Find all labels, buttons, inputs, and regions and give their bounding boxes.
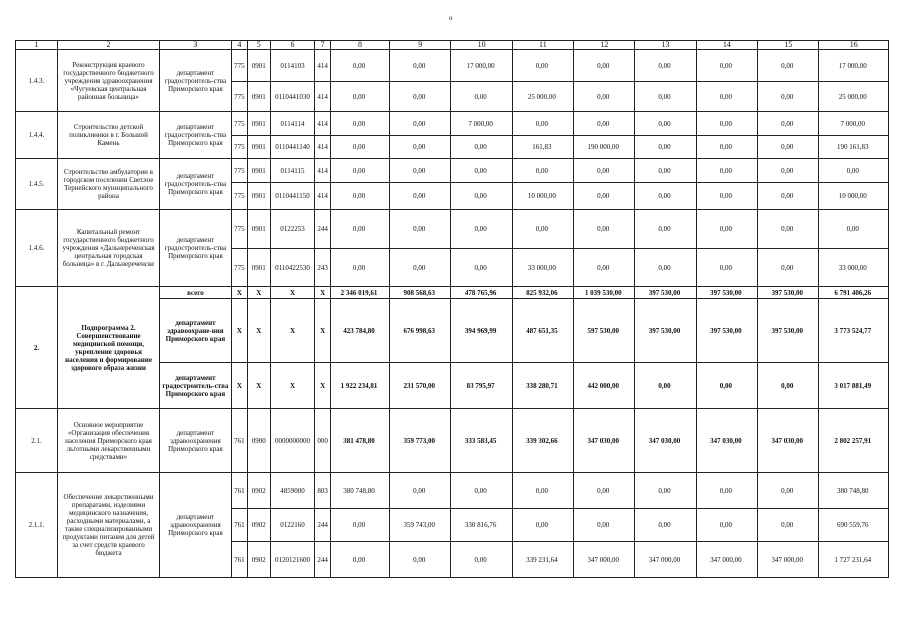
value-cell: 0,00 bbox=[451, 542, 512, 578]
table-cell: 0901 bbox=[248, 112, 270, 136]
table-cell: 244 bbox=[315, 210, 330, 249]
value-cell: 0,00 bbox=[330, 82, 389, 112]
table-row bbox=[16, 287, 889, 299]
value-cell: 478 765,96 bbox=[451, 287, 512, 299]
value-cell: 0,00 bbox=[758, 249, 819, 287]
value-cell: 0,00 bbox=[696, 50, 757, 82]
value-cell: 397 530,00 bbox=[758, 287, 819, 299]
table-cell: 243 bbox=[315, 249, 330, 287]
value-cell: 0,00 bbox=[635, 50, 696, 82]
column-number: 15 bbox=[758, 41, 819, 50]
measure-name: Обеспечение лекарственными препаратами, изделиями медицинского назначения, расходными материалами, а также специализированными продуктами питания для детей за счет средств краевого бюджета bbox=[57, 473, 159, 578]
value-cell: 339 231,64 bbox=[512, 542, 573, 578]
row-number: 1.4.5. bbox=[16, 159, 58, 210]
table-cell: 803 bbox=[315, 473, 330, 509]
value-cell: 0,00 bbox=[512, 210, 573, 249]
value-cell: 690 559,76 bbox=[819, 509, 889, 542]
value-cell: 1 727 231,64 bbox=[819, 542, 889, 578]
value-cell: 0,00 bbox=[451, 473, 512, 509]
value-cell: 0,00 bbox=[574, 159, 635, 183]
table-cell: 0122160 bbox=[270, 509, 315, 542]
value-cell: 676 998,63 bbox=[390, 299, 451, 363]
column-number: 13 bbox=[635, 41, 696, 50]
row-number: 2.1.1. bbox=[16, 473, 58, 578]
value-cell: 0,00 bbox=[512, 159, 573, 183]
value-cell: 0,00 bbox=[635, 249, 696, 287]
value-cell: 330 816,76 bbox=[451, 509, 512, 542]
value-cell: 0,00 bbox=[330, 183, 389, 210]
value-cell: 10 000,00 bbox=[512, 183, 573, 210]
value-cell: 347 030,00 bbox=[635, 409, 696, 473]
value-cell: 347 000,00 bbox=[696, 542, 757, 578]
value-cell: 0,00 bbox=[696, 183, 757, 210]
table-cell: 414 bbox=[315, 183, 330, 210]
table-cell: 414 bbox=[315, 50, 330, 82]
value-cell: 0,00 bbox=[330, 112, 389, 136]
value-cell: 423 784,80 bbox=[330, 299, 389, 363]
table-row bbox=[16, 409, 889, 473]
table-cell: 414 bbox=[315, 159, 330, 183]
value-cell: 0,00 bbox=[696, 159, 757, 183]
value-cell: 0,00 bbox=[696, 473, 757, 509]
measure-name: Строительство детской поликлиники в г. Большой Камень bbox=[57, 112, 159, 159]
value-cell: 0,00 bbox=[758, 473, 819, 509]
value-cell: 0,00 bbox=[390, 50, 451, 82]
table-cell: X bbox=[315, 363, 330, 409]
value-cell: 10 000,00 bbox=[819, 183, 889, 210]
table-cell: 0902 bbox=[248, 542, 270, 578]
column-number: 3 bbox=[160, 41, 232, 50]
value-cell: 397 530,00 bbox=[696, 287, 757, 299]
value-cell: 0,00 bbox=[635, 363, 696, 409]
value-cell: 0,00 bbox=[635, 136, 696, 159]
table-row bbox=[16, 210, 889, 249]
value-cell: 397 530,00 bbox=[635, 287, 696, 299]
table-cell: 0901 bbox=[248, 136, 270, 159]
value-cell: 0,00 bbox=[696, 509, 757, 542]
table-cell: 0901 bbox=[248, 82, 270, 112]
column-number: 7 bbox=[315, 41, 330, 50]
table-cell: 0901 bbox=[248, 50, 270, 82]
table-row bbox=[16, 50, 889, 82]
table-cell: X bbox=[248, 363, 270, 409]
value-cell: 0,00 bbox=[451, 136, 512, 159]
value-cell: 0,00 bbox=[635, 183, 696, 210]
value-cell: 0,00 bbox=[758, 159, 819, 183]
value-cell: 3 017 881,49 bbox=[819, 363, 889, 409]
row-number: 1.4.6. bbox=[16, 210, 58, 287]
table-cell: X bbox=[315, 287, 330, 299]
value-cell: 0,00 bbox=[451, 82, 512, 112]
value-cell: 0,00 bbox=[635, 509, 696, 542]
table-cell: 761 bbox=[231, 409, 247, 473]
table-cell: 414 bbox=[315, 82, 330, 112]
table-cell: 0110441140 bbox=[270, 136, 315, 159]
value-cell: 0,00 bbox=[330, 210, 389, 249]
column-number: 14 bbox=[696, 41, 757, 50]
value-cell: 397 530,00 bbox=[758, 299, 819, 363]
value-cell: 0,00 bbox=[390, 210, 451, 249]
table-cell: 414 bbox=[315, 112, 330, 136]
value-cell: 190 161,83 bbox=[819, 136, 889, 159]
value-cell: 394 969,99 bbox=[451, 299, 512, 363]
value-cell: 0,00 bbox=[390, 473, 451, 509]
table-cell: 0114103 bbox=[270, 50, 315, 82]
budget-table bbox=[15, 40, 889, 578]
value-cell: 0,00 bbox=[451, 159, 512, 183]
value-cell: 7 000,00 bbox=[451, 112, 512, 136]
table-row bbox=[16, 41, 889, 50]
value-cell: 0,00 bbox=[758, 82, 819, 112]
table-cell: 775 bbox=[231, 50, 247, 82]
value-cell: 231 570,00 bbox=[390, 363, 451, 409]
value-cell: 0,00 bbox=[330, 542, 389, 578]
table-cell: 0122253 bbox=[270, 210, 315, 249]
value-cell: 0,00 bbox=[635, 82, 696, 112]
table-cell: X bbox=[270, 299, 315, 363]
value-cell: 487 651,35 bbox=[512, 299, 573, 363]
table-cell: 0901 bbox=[248, 183, 270, 210]
value-cell: 347 000,00 bbox=[635, 542, 696, 578]
value-cell: 0,00 bbox=[574, 509, 635, 542]
value-cell: 347 030,00 bbox=[758, 409, 819, 473]
value-cell: 0,00 bbox=[330, 136, 389, 159]
value-cell: 359 773,00 bbox=[390, 409, 451, 473]
value-cell: 0,00 bbox=[451, 249, 512, 287]
value-cell: 0,00 bbox=[451, 183, 512, 210]
measure-name: Реконструкция краевого государственного бюджетного учреждения здравоохранения «Чугуевская центральная районная больница» bbox=[57, 50, 159, 112]
value-cell: 0,00 bbox=[574, 183, 635, 210]
value-cell: 0,00 bbox=[390, 112, 451, 136]
table-cell: 0902 bbox=[248, 473, 270, 509]
value-cell: 0,00 bbox=[390, 136, 451, 159]
table-cell: 0900 bbox=[248, 409, 270, 473]
table-cell: 775 bbox=[231, 183, 247, 210]
row-number: 1.4.3. bbox=[16, 50, 58, 112]
value-cell: 0,00 bbox=[574, 210, 635, 249]
value-cell: 0,00 bbox=[574, 249, 635, 287]
table-cell: X bbox=[315, 299, 330, 363]
column-number: 4 bbox=[231, 41, 247, 50]
table-cell: 0901 bbox=[248, 159, 270, 183]
value-cell: 2 346 019,61 bbox=[330, 287, 389, 299]
value-cell: 0,00 bbox=[635, 210, 696, 249]
value-cell: 397 530,00 bbox=[635, 299, 696, 363]
table-cell: 761 bbox=[231, 473, 247, 509]
column-number: 10 bbox=[451, 41, 512, 50]
responsible-dept: департамент градостроитель-ства Приморского края bbox=[160, 112, 232, 159]
table-row bbox=[16, 112, 889, 136]
value-cell: 333 583,45 bbox=[451, 409, 512, 473]
table-cell: 0110441150 bbox=[270, 183, 315, 210]
value-cell: 908 568,63 bbox=[390, 287, 451, 299]
table-cell: 761 bbox=[231, 509, 247, 542]
table-cell: 0114114 bbox=[270, 112, 315, 136]
value-cell: 0,00 bbox=[390, 542, 451, 578]
value-cell: 0,00 bbox=[696, 210, 757, 249]
value-cell: 0,00 bbox=[390, 183, 451, 210]
value-cell: 0,00 bbox=[451, 210, 512, 249]
value-cell: 0,00 bbox=[512, 473, 573, 509]
value-cell: 0,00 bbox=[635, 159, 696, 183]
value-cell: 0,00 bbox=[696, 363, 757, 409]
table-cell: 244 bbox=[315, 509, 330, 542]
table-cell: 4859000 bbox=[270, 473, 315, 509]
column-number: 8 bbox=[330, 41, 389, 50]
value-cell: 0,00 bbox=[635, 473, 696, 509]
table-cell: 775 bbox=[231, 136, 247, 159]
value-cell: 0,00 bbox=[330, 249, 389, 287]
value-cell: 7 000,00 bbox=[819, 112, 889, 136]
value-cell: 381 478,80 bbox=[330, 409, 389, 473]
value-cell: 597 530,00 bbox=[574, 299, 635, 363]
row-number: 2.1. bbox=[16, 409, 58, 473]
value-cell: 347 000,00 bbox=[758, 542, 819, 578]
value-cell: 33 000,00 bbox=[512, 249, 573, 287]
value-cell: 0,00 bbox=[758, 210, 819, 249]
column-number: 11 bbox=[512, 41, 573, 50]
column-number: 12 bbox=[574, 41, 635, 50]
value-cell: 339 302,66 bbox=[512, 409, 573, 473]
value-cell: 380 748,80 bbox=[819, 473, 889, 509]
table-cell: 244 bbox=[315, 542, 330, 578]
value-cell: 0,00 bbox=[512, 50, 573, 82]
responsible-dept: департамент здравоохранения Приморского края bbox=[160, 409, 232, 473]
column-number: 9 bbox=[390, 41, 451, 50]
value-cell: 25 000,00 bbox=[819, 82, 889, 112]
value-cell: 0,00 bbox=[574, 82, 635, 112]
value-cell: 442 000,00 bbox=[574, 363, 635, 409]
table-cell: 0120121600 bbox=[270, 542, 315, 578]
table-cell: X bbox=[270, 287, 315, 299]
column-number: 1 bbox=[16, 41, 58, 50]
value-cell: 0,00 bbox=[574, 50, 635, 82]
value-cell: 347 000,00 bbox=[574, 542, 635, 578]
column-number: 16 bbox=[819, 41, 889, 50]
column-number: 6 bbox=[270, 41, 315, 50]
value-cell: 0,00 bbox=[758, 50, 819, 82]
value-cell: 0,00 bbox=[758, 363, 819, 409]
value-cell: 1 039 530,00 bbox=[574, 287, 635, 299]
value-cell: 0,00 bbox=[390, 82, 451, 112]
value-cell: 0,00 bbox=[574, 112, 635, 136]
value-cell: 347 030,00 bbox=[574, 409, 635, 473]
value-cell: 17 000,00 bbox=[451, 50, 512, 82]
table-cell: 0901 bbox=[248, 210, 270, 249]
table-cell: X bbox=[231, 287, 247, 299]
table-cell: 775 bbox=[231, 112, 247, 136]
value-cell: 33 000,00 bbox=[819, 249, 889, 287]
table-cell: 0114115 bbox=[270, 159, 315, 183]
table-cell: X bbox=[270, 363, 315, 409]
value-cell: 0,00 bbox=[512, 112, 573, 136]
subprogram-name: Подпрограмма 2. Совершенствование медицинской помощи, укрепление здоровья населения и формирование здорового образа жизни bbox=[57, 287, 159, 409]
value-cell: 0,00 bbox=[635, 112, 696, 136]
responsible-dept: департамент градостроитель-ства Приморского края bbox=[160, 363, 232, 409]
value-cell: 0,00 bbox=[330, 509, 389, 542]
value-cell: 359 743,00 bbox=[390, 509, 451, 542]
value-cell: 0,00 bbox=[696, 249, 757, 287]
value-cell: 0,00 bbox=[390, 249, 451, 287]
value-cell: 0,00 bbox=[758, 112, 819, 136]
value-cell: 2 802 257,91 bbox=[819, 409, 889, 473]
measure-name: Капитальный ремонт государственного бюджетного учреждения «Дальнереченская центральная городская больница» в г. Дальнереченске bbox=[57, 210, 159, 287]
table-cell: 775 bbox=[231, 249, 247, 287]
value-cell: 25 000,00 bbox=[512, 82, 573, 112]
value-cell: 0,00 bbox=[758, 183, 819, 210]
value-cell: 161,83 bbox=[512, 136, 573, 159]
column-number: 5 bbox=[248, 41, 270, 50]
value-cell: 347 030,00 bbox=[696, 409, 757, 473]
responsible-dept: департамент здравоохранения Приморского края bbox=[160, 473, 232, 578]
table-row bbox=[16, 159, 889, 183]
responsible-dept: департамент здравоохране-ния Приморского края bbox=[160, 299, 232, 363]
value-cell: 397 530,00 bbox=[696, 299, 757, 363]
value-cell: 0,00 bbox=[574, 473, 635, 509]
value-cell: 0,00 bbox=[696, 82, 757, 112]
table-cell: 0000000000 bbox=[270, 409, 315, 473]
responsible-dept: департамент градостроитель-ства Приморского края bbox=[160, 210, 232, 287]
value-cell: 83 795,97 bbox=[451, 363, 512, 409]
value-cell: 0,00 bbox=[819, 159, 889, 183]
table-cell: 775 bbox=[231, 210, 247, 249]
value-cell: 1 922 234,81 bbox=[330, 363, 389, 409]
value-cell: 3 773 524,77 bbox=[819, 299, 889, 363]
table-cell: X bbox=[231, 299, 247, 363]
page-mark: o bbox=[449, 14, 453, 22]
table-cell: 761 bbox=[231, 542, 247, 578]
table-cell: 0110441030 bbox=[270, 82, 315, 112]
table-cell: 000 bbox=[315, 409, 330, 473]
row-number: 2. bbox=[16, 287, 58, 409]
responsible-dept: департамент градостроитель-ства Приморского края bbox=[160, 50, 232, 112]
responsible-dept: всего bbox=[160, 287, 232, 299]
value-cell: 825 932,06 bbox=[512, 287, 573, 299]
value-cell: 0,00 bbox=[758, 136, 819, 159]
measure-name: Основное мероприятие «Организация обеспечения населения Приморского края льготными лекарственными средствами» bbox=[57, 409, 159, 473]
value-cell: 0,00 bbox=[696, 136, 757, 159]
table-cell: 0902 bbox=[248, 509, 270, 542]
value-cell: 190 000,00 bbox=[574, 136, 635, 159]
value-cell: 0,00 bbox=[819, 210, 889, 249]
column-number: 2 bbox=[57, 41, 159, 50]
value-cell: 17 000,00 bbox=[819, 50, 889, 82]
value-cell: 6 791 406,26 bbox=[819, 287, 889, 299]
table-row bbox=[16, 473, 889, 509]
value-cell: 0,00 bbox=[758, 509, 819, 542]
table-cell: 0110422530 bbox=[270, 249, 315, 287]
value-cell: 0,00 bbox=[696, 112, 757, 136]
table-cell: X bbox=[231, 363, 247, 409]
responsible-dept: департамент градостроитель-ства Приморского края bbox=[160, 159, 232, 210]
table-cell: X bbox=[248, 299, 270, 363]
table-cell: 0901 bbox=[248, 249, 270, 287]
table-cell: 775 bbox=[231, 159, 247, 183]
measure-name: Строительство амбулатории в городском поселении Светлое Тернейского муниципального района bbox=[57, 159, 159, 210]
value-cell: 380 748,80 bbox=[330, 473, 389, 509]
row-number: 1.4.4. bbox=[16, 112, 58, 159]
table-cell: X bbox=[248, 287, 270, 299]
table-cell: 775 bbox=[231, 82, 247, 112]
value-cell: 338 280,71 bbox=[512, 363, 573, 409]
value-cell: 0,00 bbox=[330, 50, 389, 82]
value-cell: 0,00 bbox=[330, 159, 389, 183]
table-cell: 414 bbox=[315, 136, 330, 159]
value-cell: 0,00 bbox=[512, 509, 573, 542]
value-cell: 0,00 bbox=[390, 159, 451, 183]
